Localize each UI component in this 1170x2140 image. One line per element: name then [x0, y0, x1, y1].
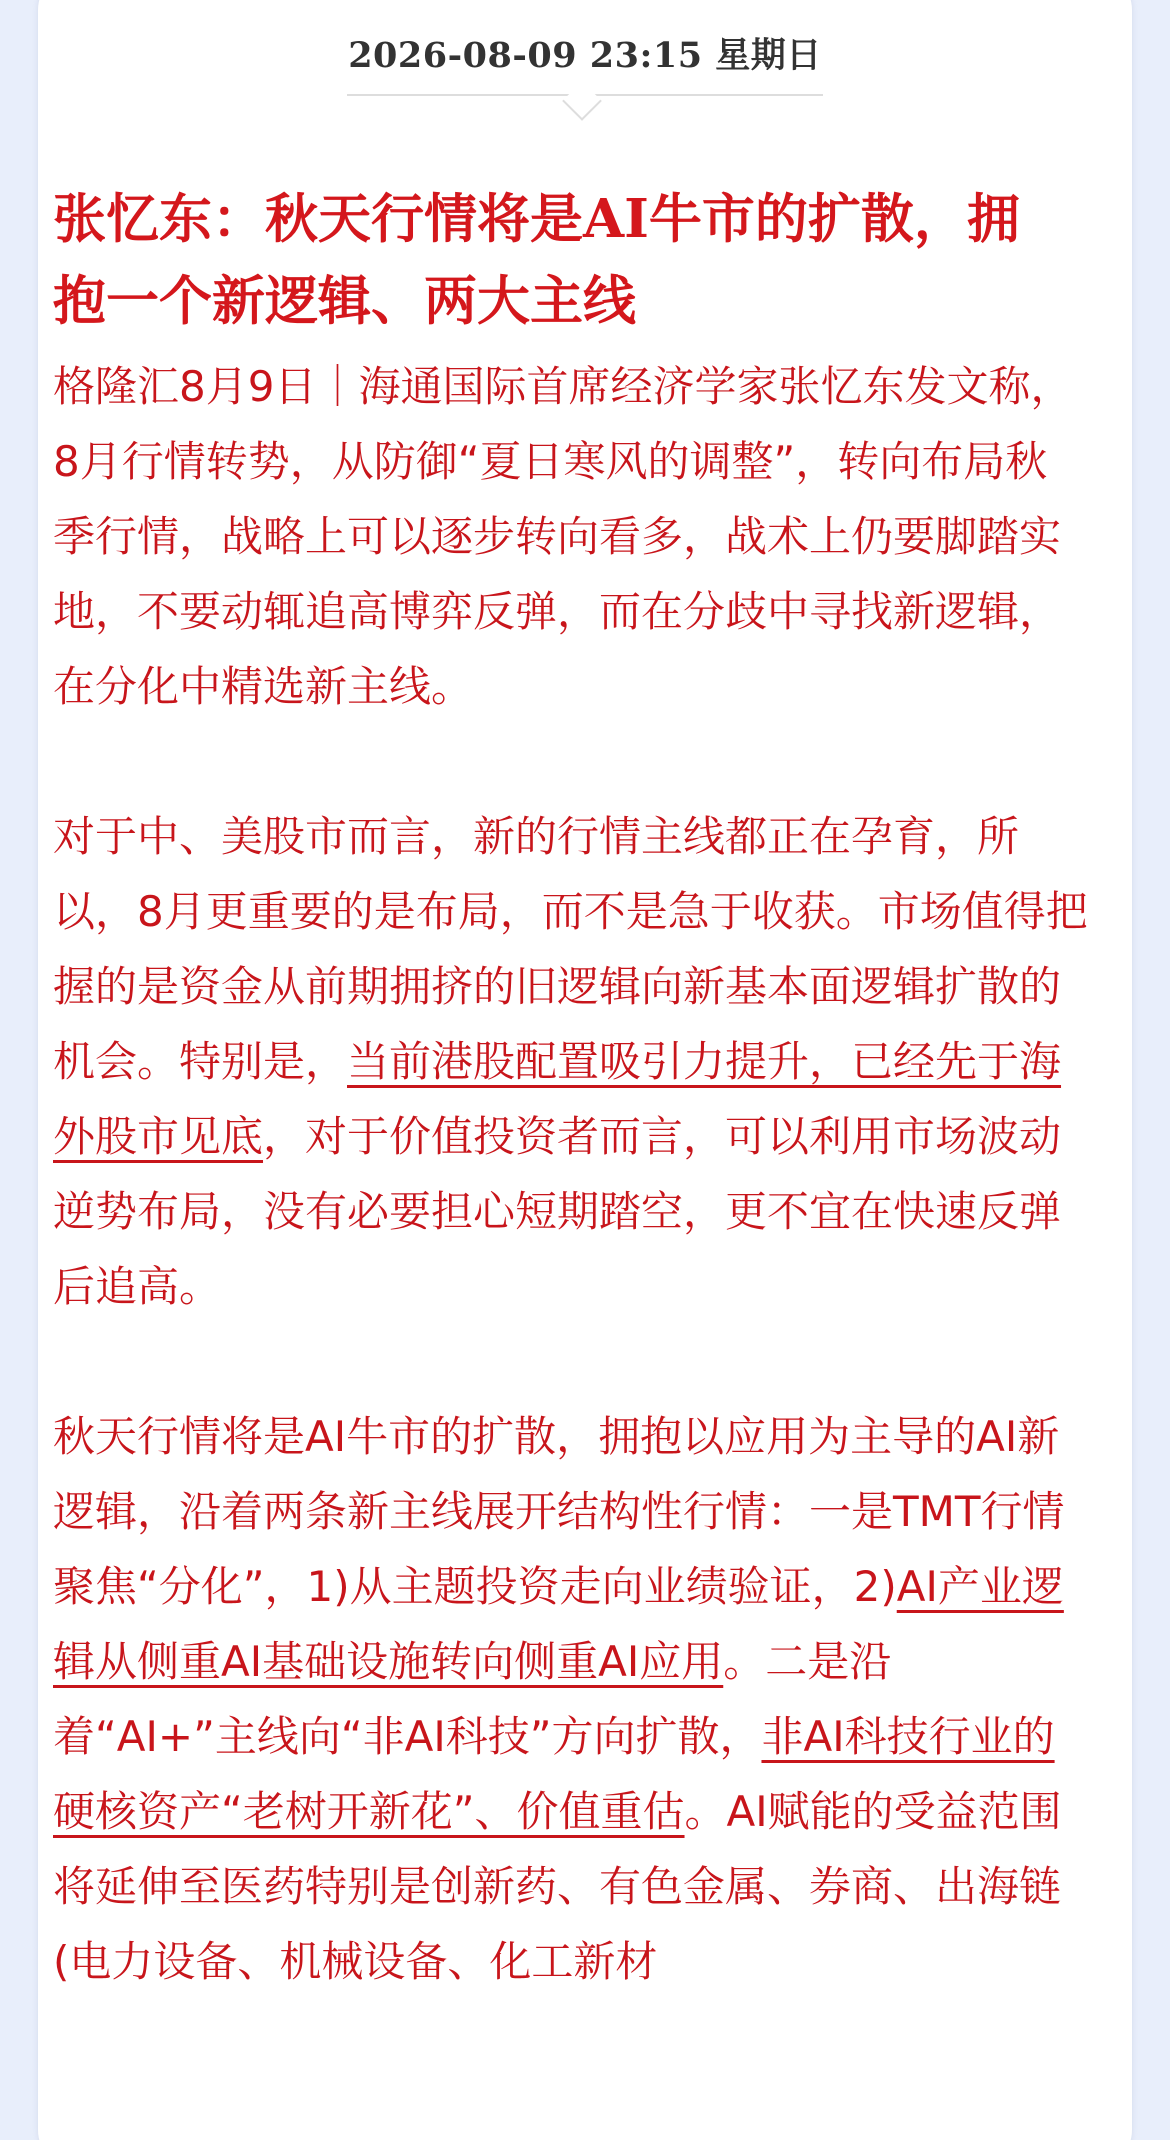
article-title: 张忆东：秋天行情将是AI牛市的扩散，拥抱一个新逻辑、两大主线 [53, 188, 1020, 332]
underlined-highlight: AI产业逻辑从侧重AI基础设施转向侧重AI应用 [53, 1562, 1064, 1686]
paragraph-2-text-a: 对于中、美股市而言，新的行情主线都正在孕育，所以，8月更重要的是布局，而不是急于收获。市场值得把握的是资金从前期拥挤的旧逻辑向新基本面逻辑扩散的机会。特别是， [53, 812, 1088, 1086]
paragraph-3-text-c: 。AI赋能的受益范围将延伸至医药特别是创新药、有色金属、券商、出海链(电力设备、机械设备、化工新材 [53, 1787, 1062, 1986]
paragraph-1: 格隆汇8月9日｜海通国际首席经济学家张忆东发文称，8月行情转势，从防御“夏日寒风的调整”，转向布局秋季行情，战略上可以逐步转向看多，战术上仍要脚踏实地，不要动辄追高博弈反弹，而在分歧中寻找新逻辑，在分化中精选新主线。 [53, 362, 1073, 711]
publish-datetime: 2026-08-09 23:15 星期日 [348, 35, 822, 76]
paragraph-3-text-a: 秋天行情将是AI牛市的扩散，拥抱以应用为主导的AI新逻辑，沿着两条新主线展开结构性行情：一是TMT行情聚焦“分化”，1)从主题投资走向业绩验证，2) [53, 1412, 1065, 1611]
article-body [53, 349, 1088, 1999]
underlined-highlight: 当前港股配置吸引力提升，已经先于海外股市见底 [53, 1037, 1062, 1161]
underlined-highlight: 非AI科技行业的硬核资产“老树开新花”、价值重估 [53, 1712, 1055, 1836]
paragraph-3-text-b: 。二是沿着“AI+”主线向“非AI科技”方向扩散， [53, 1637, 892, 1761]
paragraph-3 [53, 1399, 1088, 1999]
paragraph-2 [53, 799, 1088, 1324]
date-caret-icon [562, 81, 602, 121]
paragraph-2-text-b: ，对于价值投资者而言，可以利用市场波动逆势布局，没有必要担心短期踏空，更不宜在快速反弹后追高。 [53, 1112, 1062, 1311]
